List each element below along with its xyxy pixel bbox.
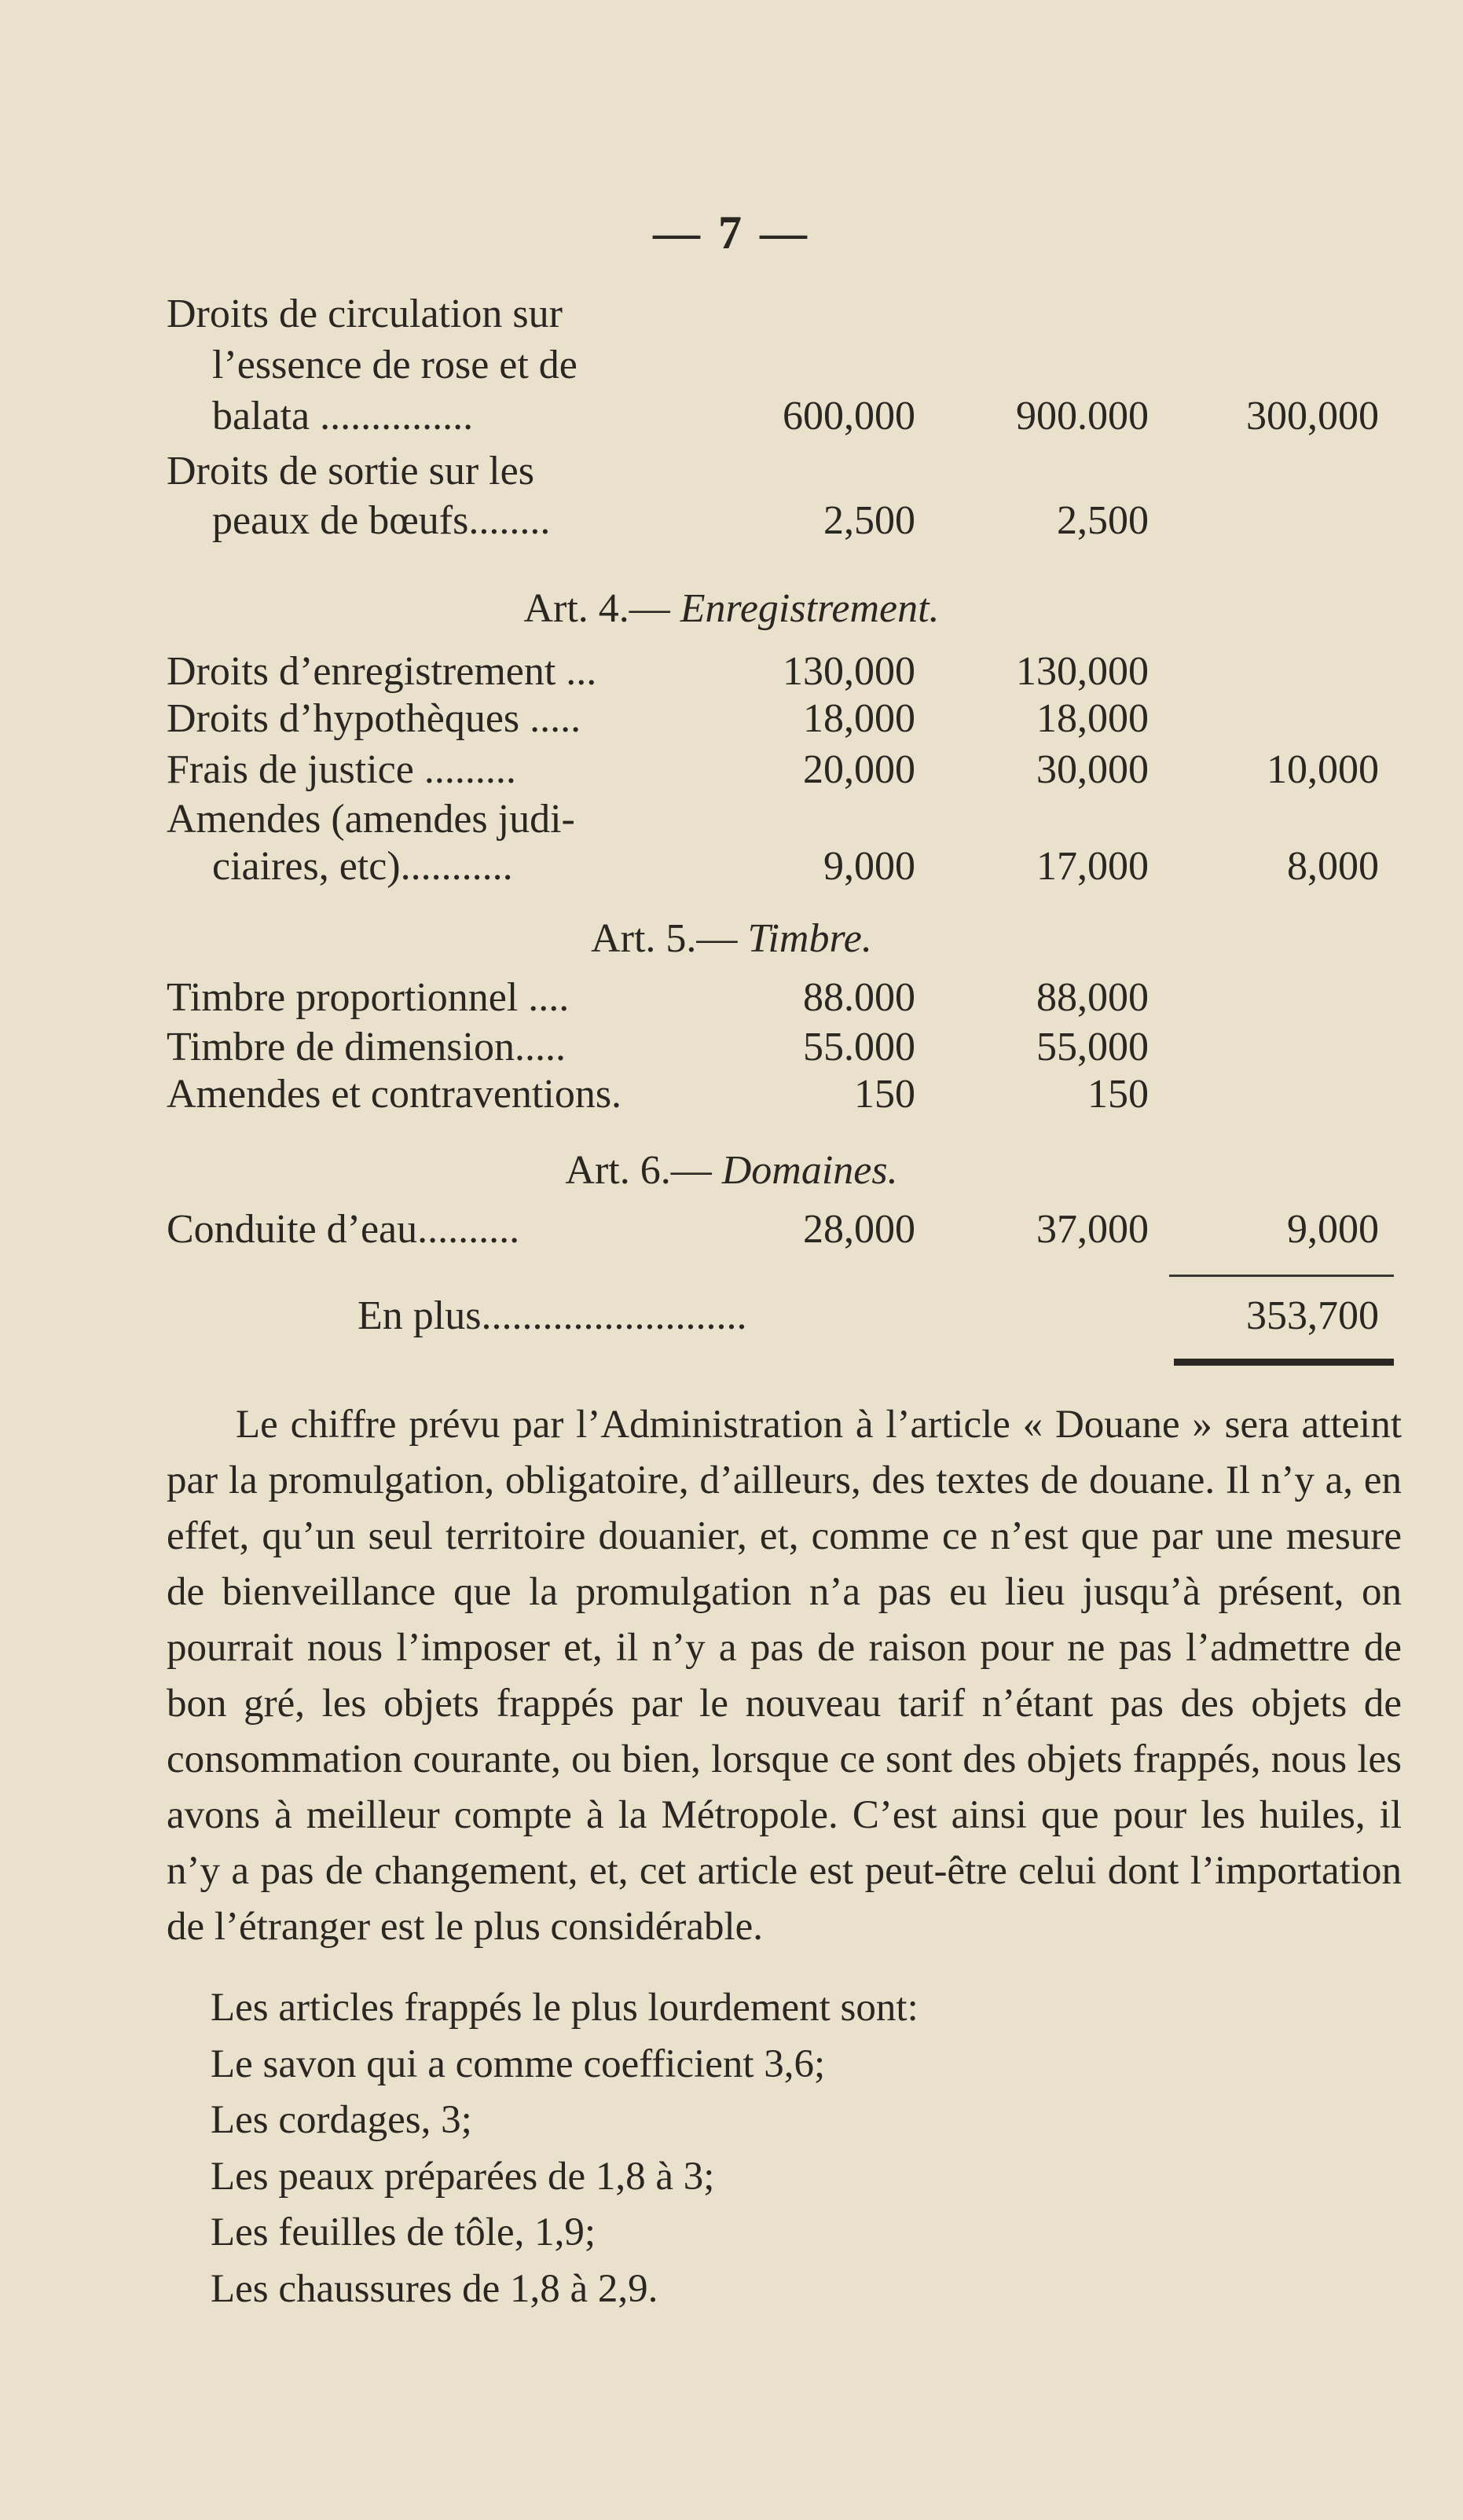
value-col-3: 300,000 xyxy=(1246,394,1379,438)
row-label: peaux de bœufs........ xyxy=(212,498,551,543)
table-row xyxy=(0,743,1463,798)
list-item: Les articles frappés le plus lourdement sont: xyxy=(211,1986,918,2030)
total-value: 353,700 xyxy=(1246,1293,1379,1338)
value-col-2: 130,000 xyxy=(1016,649,1149,694)
row-label: Droits de sortie sur les xyxy=(167,449,534,493)
value-col-2: 900.000 xyxy=(1016,394,1149,438)
value-col-1: 9,000 xyxy=(823,844,915,889)
row-label: ciaires, etc)........... xyxy=(212,844,513,889)
table-row xyxy=(0,839,1463,894)
value-col-2: 55,000 xyxy=(1036,1025,1149,1069)
table-row-label-line xyxy=(0,444,1463,499)
row-label: balata ............... xyxy=(212,394,474,438)
total-rule-bottom xyxy=(1174,1359,1394,1366)
value-col-1: 20,000 xyxy=(803,747,915,792)
row-label: Droits d’enregistrement ... xyxy=(167,649,597,694)
value-col-1: 600,000 xyxy=(783,394,915,438)
value-col-1: 88.000 xyxy=(803,975,915,1020)
row-label: Droits d’hypothèques ..... xyxy=(167,696,581,741)
value-col-2: 88,000 xyxy=(1036,975,1149,1020)
item-list xyxy=(211,1980,918,2317)
section-heading-art-6: Art. 6.— Domaines. xyxy=(565,1148,898,1193)
page-number: — 7 — xyxy=(653,207,810,259)
total-label: En plus.......................... xyxy=(358,1293,747,1338)
row-label: Amendes (amendes judi- xyxy=(167,797,575,842)
value-col-1: 2,500 xyxy=(823,498,915,543)
row-label: Timbre de dimension..... xyxy=(167,1025,566,1069)
list-item: Les chaussures de 1,8 à 2,9. xyxy=(211,2266,658,2311)
table-row-label-line xyxy=(0,338,1463,393)
list-item: Les peaux préparées de 1,8 à 3; xyxy=(211,2154,715,2199)
row-label: Conduite d’eau.......... xyxy=(167,1207,520,1252)
value-col-2: 2,500 xyxy=(1057,498,1149,543)
row-label: Frais de justice ......... xyxy=(167,747,516,792)
row-label: Droits de circulation sur xyxy=(167,292,563,336)
value-col-3: 9,000 xyxy=(1287,1207,1379,1252)
value-col-1: 55.000 xyxy=(803,1025,915,1069)
table-row xyxy=(0,493,1463,548)
list-item: Les feuilles de tôle, 1,9; xyxy=(211,2210,596,2254)
value-col-1: 28,000 xyxy=(803,1207,915,1252)
value-col-1: 150 xyxy=(854,1072,915,1117)
list-item: Le savon qui a comme coefficient 3,6; xyxy=(211,2041,826,2086)
value-col-1: 130,000 xyxy=(783,649,915,694)
value-col-3: 8,000 xyxy=(1287,844,1379,889)
row-label: Timbre proportionnel .... xyxy=(167,975,570,1020)
value-col-2: 37,000 xyxy=(1036,1207,1149,1252)
value-col-2: 150 xyxy=(1087,1072,1149,1117)
section-heading-art-4: Art. 4.— Enregistrement. xyxy=(523,586,940,631)
row-label: l’essence de rose et de xyxy=(212,343,578,387)
value-col-1: 18,000 xyxy=(803,696,915,741)
table-row xyxy=(0,691,1463,746)
value-col-2: 30,000 xyxy=(1036,747,1149,792)
value-col-2: 18,000 xyxy=(1036,696,1149,741)
table-row xyxy=(0,1202,1463,1257)
table-row xyxy=(0,389,1463,444)
section-heading-art-5: Art. 5.— Timbre. xyxy=(591,916,872,961)
total-rule-top xyxy=(1169,1275,1394,1277)
value-col-3: 10,000 xyxy=(1267,747,1379,792)
table-row-label-line xyxy=(0,287,1463,342)
total-row xyxy=(0,1289,1463,1344)
table-row xyxy=(0,1067,1463,1122)
table-row xyxy=(0,970,1463,1025)
row-label: Amendes et contraventions. xyxy=(167,1072,622,1117)
value-col-2: 17,000 xyxy=(1036,844,1149,889)
body-paragraph: Le chiffre prévu par l’Administration à l’article « Douane » sera atteint par la promulgation, obligatoire, d’ailleurs, des textes de douane. Il n’y a, en effet, qu’un seul territoire douanier, et, comme ce n’est que par une mesure de bienveillance que la promulgation n’a pas eu lieu jusqu’à présent, on pourrait nous l’imposer et, il n’y a pas de raison pour ne pas l’admettre de bon gré, les objets frappés par le nouveau tarif n’étant pas des objets de consommation courante, ou bien, lorsque ce sont des objets frappés, nous les avons à meilleur compte à la Métropole. C’est ainsi que pour les huiles, il n’y a pas de changement, et, cet article est peut-être celui dont l’importation de l’étranger est le plus considérable. xyxy=(167,1403,1402,1949)
list-item: Les cordages, 3; xyxy=(211,2098,472,2142)
